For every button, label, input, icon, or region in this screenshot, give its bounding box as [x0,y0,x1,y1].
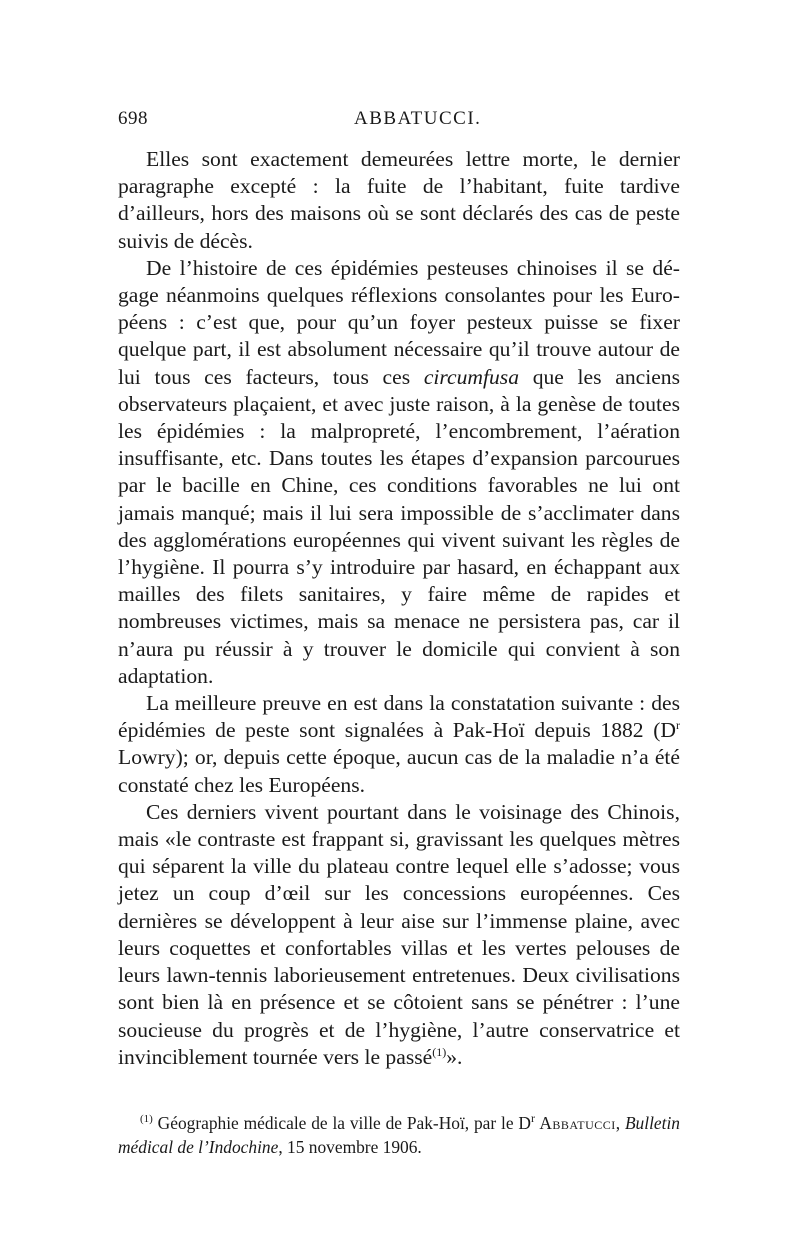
document-page [118,108,680,1159]
paragraph-2-italic: circumfusa [423,364,519,389]
footnote-date: , 15 novembre 1906. [278,1136,422,1157]
running-title: ABBATUCCI. [354,108,482,129]
footnote-superscript: r [530,1111,535,1126]
paragraph-3-text-b: Lowry); or, depuis cette époque, aucun cas de la maladie n’a été constaté chez les Européens. [118,745,680,797]
footnotes [118,1111,680,1159]
footnote-journal: Bulletin médical de l’Indochine [118,1112,680,1157]
paragraph-1: Elles sont exactement demeurées lettre morte, le dernier paragraphe excepté : la fuite de l’habitant, fuite tardive d’ailleurs, hors des maisons où se sont déclarés des cas de peste suivis de décès. [118,147,680,253]
paragraph-2-text-a: De l’histoire de ces épidémies pesteuses chinoises il se dégage néanmoins quelques réflexions consolantes pour les Européens : c’est que, pour qu’un foyer pesteux puisse se fixer quelque part, il est absolument nécessaire qu’il trouve autour de lui tous ces facteurs, tous ces [118,255,680,389]
paragraph-4-text: Ces derniers vivent pourtant dans le voisinage des Chinois, mais «le contraste est frappant si, gravissant les quelques mètres qui séparent la ville du plateau contre lequel elle s’adosse; vous jetez un coup d’œil sur les concessions européennes. Ces dernières se développent à leur aise sur l’immense plaine, avec leurs coquettes et confortables villas et les vertes pelouses de leurs lawn-tennis laborieusement entretenues. Deux civilisations sont bien là en présence et se côtoient sans se pénétrer : l’une soucieuse du progrès et de l’hygiène, l’autre conservatrice et invinciblement tournée vers le passé [118,799,680,1069]
footnote-reference[interactable]: (1) [432,1044,447,1059]
paragraph-3-superscript: r [676,718,680,733]
paragraph-2 [118,255,680,690]
footnote-comma: , [615,1112,625,1133]
footnote-author: Abbatucci [534,1112,616,1133]
paragraph-2-text-b: que les anciens observateurs plaçaient, et avec juste raison, à la genèse de toutes les épidémies : la malpropreté, l’encombrement, l’aération insuffisante, etc. Dans toutes les étapes d’expansion parcourues par le bacille en Chine, ces conditions favorables ne lui ont jamais manqué; mais il lui sera impossible de s’acclimater dans des agglomérations européennes qui vivent suivant les règles de l’hygiène. Il pourra s’y introduire par hasard, en échappant aux mailles des filets sanitaires, y faire même de rapides et nombreuses victimes, mais sa menace ne persistera pas, car il n’aura pu réussir à y trouver le domicile qui convient à son adaptation. [118,364,680,688]
paragraph-3-text-a: La meilleure preuve en est dans la constatation suivante : des épidémies de peste sont signalées à Pak-Hoï depuis 1882 (D [118,691,680,743]
paragraph-3 [118,690,680,799]
paragraph-4-closing: ». [446,1044,463,1069]
body-text [118,146,680,1071]
running-head [118,108,680,138]
footnote-1 [118,1111,680,1159]
footnote-text: Géographie médicale de la ville de Pak-Hoï, par le D [152,1112,531,1133]
page-number: 698 [118,108,148,129]
footnote-mark: (1) [140,1113,153,1126]
paragraph-4 [118,799,680,1071]
